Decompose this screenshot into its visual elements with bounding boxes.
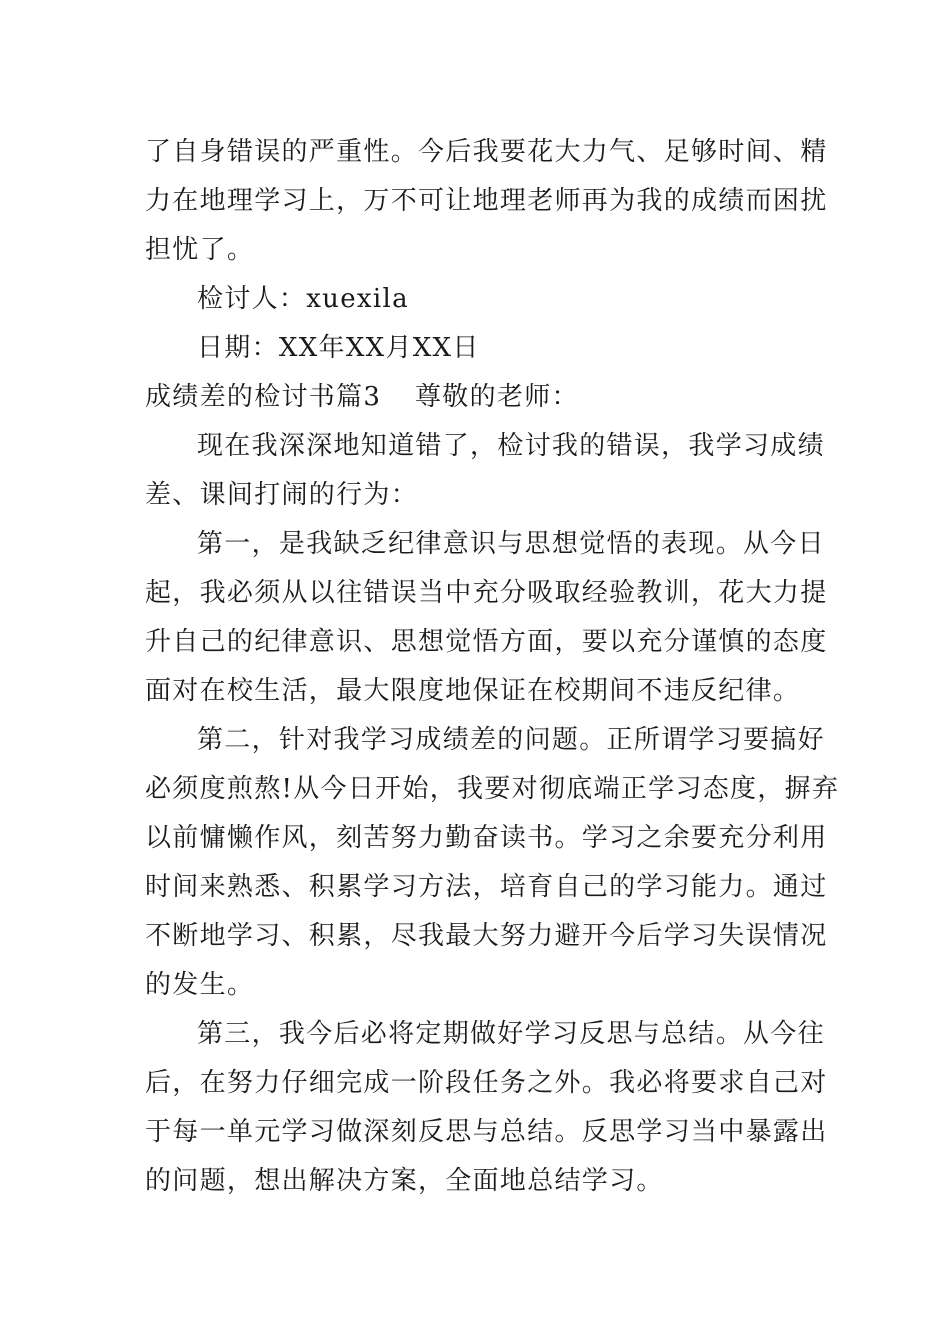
salutation: 尊敬的老师： [415,382,579,412]
paragraph-3 [145,716,840,1010]
section-title: 成绩差的检讨书篇3 [145,382,382,412]
text-line: 面对在校生活，最大限度地保证在校期间不违反纪律。 [145,676,801,706]
text-line: 第三，我今后必将定期做好学习反思与总结。从今往 [197,1019,825,1049]
text-line: 于每一单元学习做深刻反思与总结。反思学习当中暴露出 [145,1117,828,1147]
document-body [145,128,840,1206]
text-line: 不断地学习、积累，尽我最大努力避开今后学习失误情况 [145,921,828,951]
signature-block [145,275,807,373]
text-line: 第二，针对我学习成绩差的问题。正所谓学习要搞好 [197,725,825,755]
paragraph-1 [145,422,825,520]
text-line: 现在我深深地知道错了，检讨我的错误，我学习成绩 [197,431,825,461]
text-line: 力在地理学习上，万不可让地理老师再为我的成绩而困扰 [145,186,828,216]
text-line: 升自己的纪律意识、思想觉悟方面，要以充分谨慎的态度 [145,627,828,657]
text-line: 了自身错误的严重性。今后我要花大力气、足够时间、精 [145,137,828,167]
text-line: 的问题，想出解决方案，全面地总结学习。 [145,1166,664,1196]
text-line: 的发生。 [145,970,255,1000]
text-line: 时间来熟悉、积累学习方法，培育自己的学习能力。通过 [145,872,828,902]
paragraph-2 [145,520,828,716]
paragraph-intro [145,128,828,275]
section-heading [145,373,807,422]
text-line: 第一，是我缺乏纪律意识与思想觉悟的表现。从今日 [197,529,825,559]
date-line: 日期：XX年XX月XX日 [197,333,480,363]
text-line: 差、课间打闹的行为： [145,480,419,510]
text-line: 后，在努力仔细完成一阶段任务之外。我必将要求自己对 [145,1068,828,1098]
text-line: 以前慵懒作风，刻苦努力勤奋读书。学习之余要充分利用 [145,823,828,853]
text-line: 必须度煎熬!从今日开始，我要对彻底端正学习态度，摒弃 [145,774,840,804]
paragraph-4 [145,1010,828,1206]
reviewer-line: 检讨人：xuexila [197,284,409,314]
text-line: 担忧了。 [145,235,255,265]
text-line: 起，我必须从以往错误当中充分吸取经验教训，花大力提 [145,578,828,608]
